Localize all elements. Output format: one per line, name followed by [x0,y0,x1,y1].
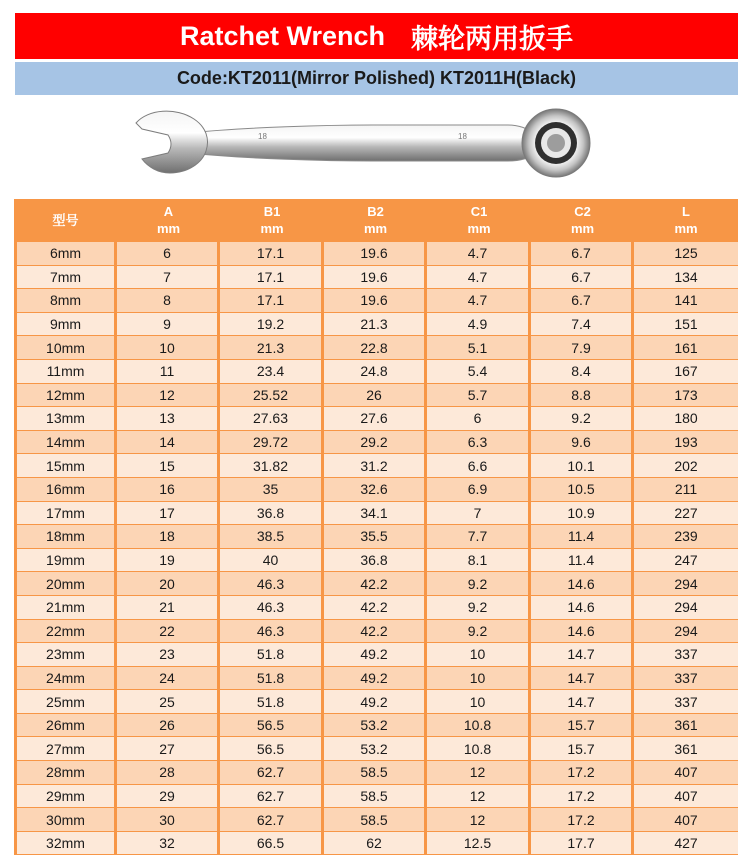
value-cell: 26 [117,714,220,738]
value-cell: 5.1 [427,336,531,360]
table-row [14,572,738,596]
table-row [14,360,738,384]
value-cell: 6 [117,242,220,266]
column-header-name: C1 [470,204,488,219]
value-cell: 8.8 [531,384,634,408]
value-cell: 51.8 [220,690,324,714]
column-header-name: C2 [574,204,591,219]
column-header [324,199,427,242]
model-cell: 23mm [14,643,117,667]
value-cell: 161 [634,336,738,360]
column-header-name: 型号 [52,212,79,228]
value-cell: 46.3 [220,572,324,596]
value-cell: 4.7 [427,266,531,290]
model-cell: 9mm [14,313,117,337]
value-cell: 17.2 [531,785,634,809]
value-cell: 8 [117,289,220,313]
value-cell: 12 [117,384,220,408]
value-cell: 12.5 [427,832,531,856]
value-cell: 40 [220,549,324,573]
value-cell: 10.8 [427,737,531,761]
value-cell: 9 [117,313,220,337]
column-header [220,199,324,242]
value-cell: 62 [324,832,427,856]
model-cell: 18mm [14,525,117,549]
value-cell: 27 [117,737,220,761]
table-row [14,832,738,856]
value-cell: 5.4 [427,360,531,384]
value-cell: 7 [117,266,220,290]
model-cell: 29mm [14,785,117,809]
value-cell: 11.4 [531,549,634,573]
value-cell: 10 [427,690,531,714]
model-cell: 16mm [14,478,117,502]
value-cell: 16 [117,478,220,502]
value-cell: 427 [634,832,738,856]
value-cell: 49.2 [324,643,427,667]
value-cell: 12 [427,808,531,832]
value-cell: 21.3 [324,313,427,337]
table-row [14,667,738,691]
value-cell: 56.5 [220,714,324,738]
table-row [14,620,738,644]
model-cell: 7mm [14,266,117,290]
value-cell: 14 [117,431,220,455]
value-cell: 46.3 [220,620,324,644]
column-header-unit: mm [674,221,698,236]
value-cell: 14.6 [531,572,634,596]
wrench-marking-left: 18 [258,132,267,141]
value-cell: 407 [634,785,738,809]
value-cell: 51.8 [220,667,324,691]
table-row [14,407,738,431]
title-chinese: 棘轮两用扳手 [411,23,574,54]
model-cell: 25mm [14,690,117,714]
table-header-row [14,199,738,242]
value-cell: 10.8 [427,714,531,738]
value-cell: 58.5 [324,808,427,832]
value-cell: 17.7 [531,832,634,856]
value-cell: 361 [634,737,738,761]
value-cell: 24 [117,667,220,691]
value-cell: 15.7 [531,737,634,761]
value-cell: 34.1 [324,502,427,526]
value-cell: 14.7 [531,690,634,714]
model-cell: 17mm [14,502,117,526]
value-cell: 17.1 [220,266,324,290]
value-cell: 9.2 [531,407,634,431]
value-cell: 22.8 [324,336,427,360]
value-cell: 35.5 [324,525,427,549]
model-cell: 19mm [14,549,117,573]
value-cell: 125 [634,242,738,266]
column-header [427,199,531,242]
value-cell: 7.9 [531,336,634,360]
value-cell: 14.7 [531,667,634,691]
column-header [531,199,634,242]
table-row [14,737,738,761]
value-cell: 8.4 [531,360,634,384]
value-cell: 23.4 [220,360,324,384]
value-cell: 7 [427,502,531,526]
value-cell: 27.6 [324,407,427,431]
table-row [14,785,738,809]
title-english: Ratchet Wrench [179,20,386,51]
column-header-name: A [163,204,174,219]
value-cell: 9.2 [427,596,531,620]
value-cell: 294 [634,572,738,596]
value-cell: 14.7 [531,643,634,667]
value-cell: 17.1 [220,242,324,266]
value-cell: 5.7 [427,384,531,408]
value-cell: 247 [634,549,738,573]
value-cell: 151 [634,313,738,337]
value-cell: 35 [220,478,324,502]
value-cell: 14.6 [531,620,634,644]
value-cell: 227 [634,502,738,526]
value-cell: 6.7 [531,266,634,290]
value-cell: 10 [117,336,220,360]
value-cell: 407 [634,808,738,832]
value-cell: 56.5 [220,737,324,761]
value-cell: 17.2 [531,808,634,832]
value-cell: 32.6 [324,478,427,502]
table-row [14,808,738,832]
value-cell: 202 [634,454,738,478]
value-cell: 46.3 [220,596,324,620]
value-cell: 58.5 [324,761,427,785]
model-cell: 27mm [14,737,117,761]
table-row [14,549,738,573]
value-cell: 53.2 [324,714,427,738]
value-cell: 21 [117,596,220,620]
table-row [14,596,738,620]
value-cell: 49.2 [324,690,427,714]
value-cell: 9.2 [427,620,531,644]
model-cell: 26mm [14,714,117,738]
model-cell: 20mm [14,572,117,596]
value-cell: 6.9 [427,478,531,502]
value-cell: 27.63 [220,407,324,431]
value-cell: 62.7 [220,785,324,809]
value-cell: 21.3 [220,336,324,360]
value-cell: 19.2 [220,313,324,337]
value-cell: 19.6 [324,266,427,290]
model-cell: 30mm [14,808,117,832]
table-row [14,714,738,738]
column-header-unit: mm [467,221,491,236]
value-cell: 6.3 [427,431,531,455]
value-cell: 38.5 [220,525,324,549]
table-body [14,242,738,855]
value-cell: 294 [634,596,738,620]
value-cell: 4.7 [427,289,531,313]
model-cell: 15mm [14,454,117,478]
model-cell: 24mm [14,667,117,691]
value-cell: 53.2 [324,737,427,761]
value-cell: 29 [117,785,220,809]
value-cell: 15 [117,454,220,478]
value-cell: 14.6 [531,596,634,620]
model-cell: 8mm [14,289,117,313]
value-cell: 17 [117,502,220,526]
value-cell: 337 [634,643,738,667]
value-cell: 6.6 [427,454,531,478]
value-cell: 19.6 [324,289,427,313]
value-cell: 4.9 [427,313,531,337]
value-cell: 211 [634,478,738,502]
value-cell: 10 [427,643,531,667]
table-row [14,761,738,785]
value-cell: 10.5 [531,478,634,502]
value-cell: 180 [634,407,738,431]
value-cell: 10.1 [531,454,634,478]
value-cell: 42.2 [324,620,427,644]
value-cell: 167 [634,360,738,384]
table-row [14,266,738,290]
value-cell: 10 [427,667,531,691]
table-row [14,313,738,337]
value-cell: 20 [117,572,220,596]
value-cell: 294 [634,620,738,644]
spec-table [14,199,738,855]
value-cell: 42.2 [324,596,427,620]
model-cell: 11mm [14,360,117,384]
model-cell: 12mm [14,384,117,408]
value-cell: 6.7 [531,242,634,266]
value-cell: 6 [427,407,531,431]
table-row [14,336,738,360]
value-cell: 337 [634,690,738,714]
value-cell: 8.1 [427,549,531,573]
value-cell: 11.4 [531,525,634,549]
column-header-name: B1 [263,204,281,219]
wrench-marking-right: 18 [458,132,467,141]
value-cell: 49.2 [324,667,427,691]
value-cell: 22 [117,620,220,644]
value-cell: 9.2 [427,572,531,596]
value-cell: 10.9 [531,502,634,526]
model-cell: 6mm [14,242,117,266]
value-cell: 6.7 [531,289,634,313]
value-cell: 28 [117,761,220,785]
column-header-name: L [682,204,690,219]
value-cell: 173 [634,384,738,408]
value-cell: 13 [117,407,220,431]
column-header-unit: mm [570,221,595,236]
value-cell: 30 [117,808,220,832]
value-cell: 29.2 [324,431,427,455]
table-row [14,242,738,266]
column-header-unit: mm [260,221,284,236]
value-cell: 58.5 [324,785,427,809]
model-cell: 10mm [14,336,117,360]
value-cell: 141 [634,289,738,313]
value-cell: 66.5 [220,832,324,856]
value-cell: 17.1 [220,289,324,313]
value-cell: 62.7 [220,808,324,832]
model-cell: 14mm [14,431,117,455]
value-cell: 4.7 [427,242,531,266]
value-cell: 26 [324,384,427,408]
model-cell: 13mm [14,407,117,431]
value-cell: 29.72 [220,431,324,455]
value-cell: 337 [634,667,738,691]
column-header [117,199,220,242]
value-cell: 18 [117,525,220,549]
model-cell: 28mm [14,761,117,785]
column-header-unit: mm [363,221,388,236]
value-cell: 25.52 [220,384,324,408]
value-cell: 7.4 [531,313,634,337]
model-cell: 21mm [14,596,117,620]
column-header-unit: mm [156,221,181,236]
value-cell: 9.6 [531,431,634,455]
value-cell: 193 [634,431,738,455]
value-cell: 17.2 [531,761,634,785]
wrench-image [128,103,598,183]
value-cell: 62.7 [220,761,324,785]
value-cell: 36.8 [324,549,427,573]
table-row [14,431,738,455]
table-row [14,525,738,549]
table-row [14,289,738,313]
value-cell: 51.8 [220,643,324,667]
value-cell: 239 [634,525,738,549]
column-header-name: B2 [367,204,384,219]
table-row [14,643,738,667]
table-row [14,478,738,502]
value-cell: 11 [117,360,220,384]
value-cell: 31.2 [324,454,427,478]
value-cell: 361 [634,714,738,738]
value-cell: 31.82 [220,454,324,478]
value-cell: 15.7 [531,714,634,738]
value-cell: 12 [427,761,531,785]
value-cell: 24.8 [324,360,427,384]
product-code: Code:KT2011(Mirror Polished) KT2011H(Black) [15,62,738,95]
value-cell: 32 [117,832,220,856]
column-header [634,199,738,242]
model-cell: 22mm [14,620,117,644]
value-cell: 19.6 [324,242,427,266]
value-cell: 23 [117,643,220,667]
table-row [14,384,738,408]
title-bar [15,13,738,59]
table-row [14,454,738,478]
model-cell: 32mm [14,832,117,856]
table-row [14,502,738,526]
value-cell: 134 [634,266,738,290]
value-cell: 25 [117,690,220,714]
table-row [14,690,738,714]
value-cell: 19 [117,549,220,573]
value-cell: 42.2 [324,572,427,596]
value-cell: 407 [634,761,738,785]
value-cell: 36.8 [220,502,324,526]
value-cell: 7.7 [427,525,531,549]
value-cell: 12 [427,785,531,809]
column-header [14,199,117,242]
